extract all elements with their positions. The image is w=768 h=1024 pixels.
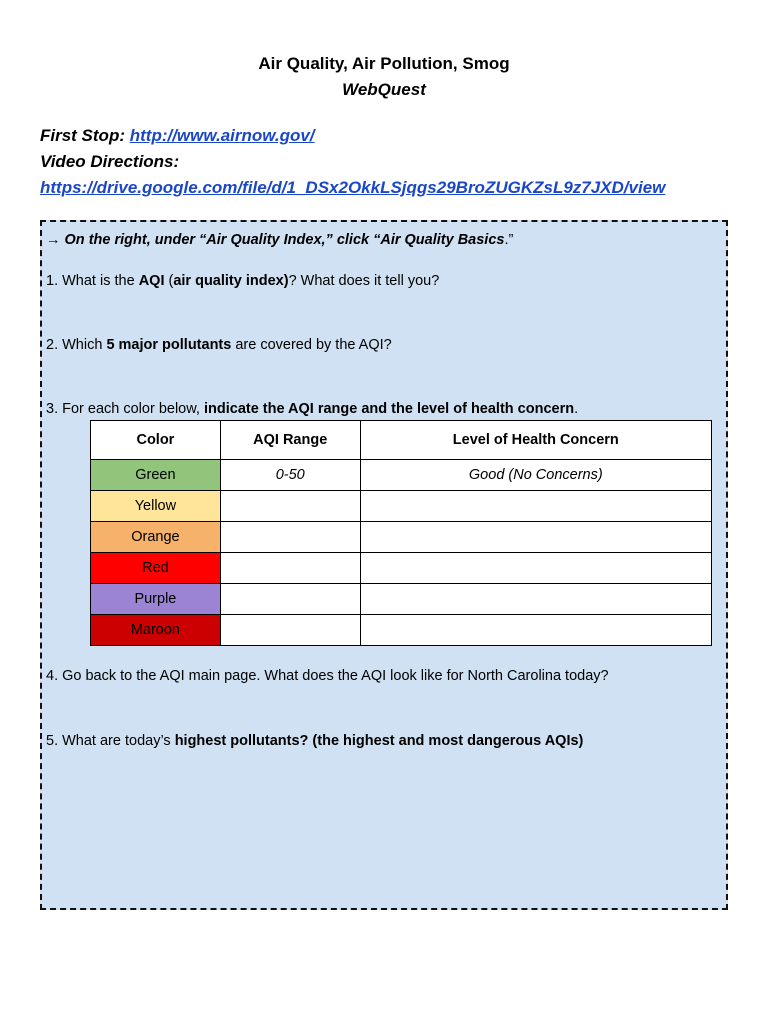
table-row bbox=[91, 460, 712, 491]
color-cell: Purple bbox=[91, 584, 221, 615]
color-cell: Green bbox=[91, 460, 221, 491]
q3-post: . bbox=[574, 401, 579, 417]
concern-cell[interactable] bbox=[360, 522, 711, 553]
video-link[interactable]: https://drive.google.com/file/d/1_DSx2OkkLSjqgs29BroZUGKZsL9z7JXD/view bbox=[40, 178, 666, 197]
q1-post: ? What does it tell you? bbox=[288, 273, 440, 289]
color-cell: Yellow bbox=[91, 491, 221, 522]
first-stop-label: First Stop: bbox=[40, 126, 125, 145]
q1-bold-index: air quality index) bbox=[173, 273, 289, 289]
instruction-end: .” bbox=[504, 232, 514, 248]
first-stop-line bbox=[40, 124, 315, 148]
table-header-row bbox=[91, 421, 712, 460]
color-cell: Red bbox=[91, 553, 221, 584]
instruction-line bbox=[46, 230, 513, 250]
q2-post: are covered by the AQI? bbox=[231, 337, 392, 353]
table-row bbox=[91, 584, 712, 615]
video-directions-label: Video Directions: bbox=[40, 152, 180, 171]
range-cell[interactable] bbox=[220, 491, 360, 522]
question-4: 4. Go back to the AQI main page. What does the AQI look like for North Carolina today? bbox=[46, 668, 609, 684]
q3-pre: 3. For each color below, bbox=[46, 401, 204, 417]
instruction-text: On the right, under “Air Quality Index,” click “Air Quality Basics bbox=[64, 232, 505, 248]
range-cell[interactable] bbox=[220, 522, 360, 553]
q2-pre: 2. Which bbox=[46, 337, 107, 353]
header-aqi-range: AQI Range bbox=[220, 421, 360, 460]
range-cell[interactable] bbox=[220, 553, 360, 584]
concern-cell[interactable]: Good (No Concerns) bbox=[360, 460, 711, 491]
q1-mid: ( bbox=[164, 273, 174, 289]
page-title: Air Quality, Air Pollution, Smog bbox=[258, 54, 510, 73]
q3-bold: indicate the AQI range and the level of health concern bbox=[203, 401, 575, 417]
table-row bbox=[91, 615, 712, 646]
question-3 bbox=[46, 399, 578, 419]
range-cell[interactable]: 0-50 bbox=[220, 460, 360, 491]
header-health-concern: Level of Health Concern bbox=[360, 421, 711, 460]
airnow-link[interactable]: http://www.airnow.gov/ bbox=[129, 126, 315, 145]
q1-bold-aqi: AQI bbox=[138, 273, 165, 289]
question-2 bbox=[46, 335, 392, 355]
page-subtitle: WebQuest bbox=[342, 80, 426, 99]
color-cell: Maroon bbox=[91, 615, 221, 646]
q1-pre: 1. What is the bbox=[46, 273, 139, 289]
table-row bbox=[91, 553, 712, 584]
q2-bold: 5 major pollutants bbox=[106, 337, 232, 353]
q5-pre: 5. What are today’s bbox=[46, 733, 175, 749]
concern-cell[interactable] bbox=[360, 553, 711, 584]
arrow-icon: → bbox=[46, 232, 61, 248]
concern-cell[interactable] bbox=[360, 615, 711, 646]
table-row bbox=[91, 491, 712, 522]
table-row bbox=[91, 522, 712, 553]
q5-bold: highest pollutants? (the highest and most dangerous AQIs) bbox=[174, 733, 584, 749]
question-1 bbox=[46, 271, 439, 291]
header-color: Color bbox=[91, 421, 221, 460]
range-cell[interactable] bbox=[220, 615, 360, 646]
question-5 bbox=[46, 731, 583, 751]
concern-cell[interactable] bbox=[360, 584, 711, 615]
video-line bbox=[40, 176, 665, 200]
range-cell[interactable] bbox=[220, 584, 360, 615]
concern-cell[interactable] bbox=[360, 491, 711, 522]
aqi-table bbox=[90, 420, 712, 646]
color-cell: Orange bbox=[91, 522, 221, 553]
